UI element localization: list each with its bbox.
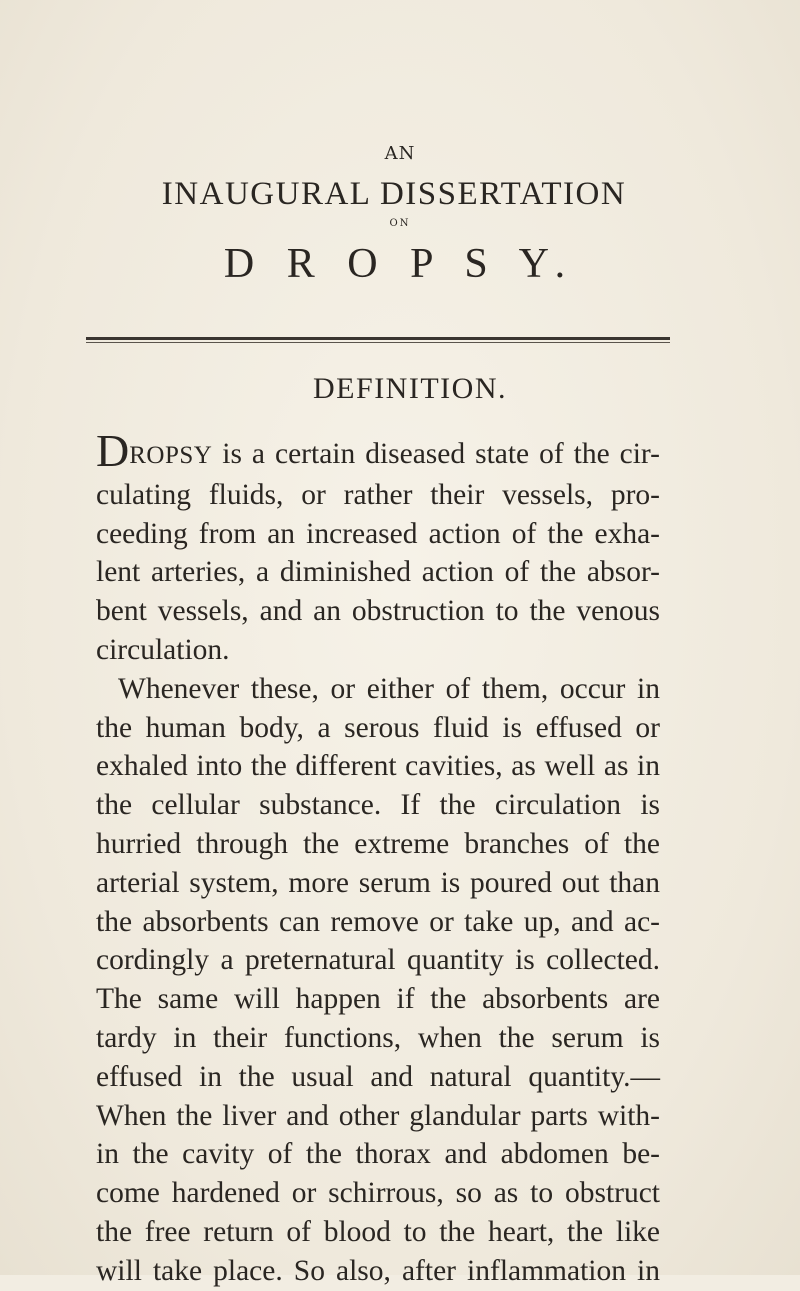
section-heading: DEFINITION. xyxy=(313,372,507,405)
text-line: ceeding from an increased action of the exha- xyxy=(96,517,660,550)
text-line: culating fluids, or rather their vessels, pro- xyxy=(96,478,660,511)
text-line: the cellular substance. If the circulation is xyxy=(96,789,660,822)
text-line: lent arteries, a diminished action of the absor- xyxy=(96,556,660,589)
text-line: the free return of blood to the heart, the like xyxy=(96,1215,660,1248)
dissertation-title: INAUGURAL DISSERTATION xyxy=(161,176,627,212)
text-line: the human body, a serous fluid is effused or xyxy=(96,711,660,744)
text-line: When the liver and other glandular parts with- xyxy=(96,1099,660,1132)
text-line: the absorbents can remove or take up, and ac- xyxy=(96,905,660,938)
text-line: will take place. So also, after inflammation in xyxy=(96,1254,660,1287)
text-line: in the cavity of the thorax and abdomen be- xyxy=(96,1138,660,1171)
text-line: Whenever these, or either of them, occur in xyxy=(118,672,660,705)
main-title: D R O P S Y. xyxy=(223,241,577,287)
line-text: is a certain diseased state of the cir- xyxy=(212,438,660,470)
divider-thick xyxy=(86,337,670,340)
divider-thin xyxy=(86,342,670,343)
text-line xyxy=(96,425,660,476)
title-connector: ON xyxy=(389,218,411,229)
text-line: The same will happen if the absorbents are xyxy=(96,983,660,1016)
text-line: hurried through the extreme branches of the xyxy=(96,827,660,860)
text-line: exhaled into the different cavities, as well as in xyxy=(96,750,660,783)
text-line: circulation. xyxy=(96,633,230,666)
body-text xyxy=(96,425,660,1291)
text-line: come hardened or schirrous, so as to obstruct xyxy=(96,1177,660,1210)
text-line: bent vessels, and an obstruction to the venous xyxy=(96,595,660,628)
text-line: cordingly a preternatural quantity is collected. xyxy=(96,944,660,977)
drop-cap: D xyxy=(96,425,130,476)
first-word: ROPSY xyxy=(129,442,213,469)
text-line: tardy in their functions, when the serum is xyxy=(96,1021,660,1054)
text-line: arterial system, more serum is poured out than xyxy=(96,866,660,899)
text-line: effused in the usual and natural quantity.— xyxy=(96,1060,660,1093)
title-prefix: AN xyxy=(384,143,416,164)
